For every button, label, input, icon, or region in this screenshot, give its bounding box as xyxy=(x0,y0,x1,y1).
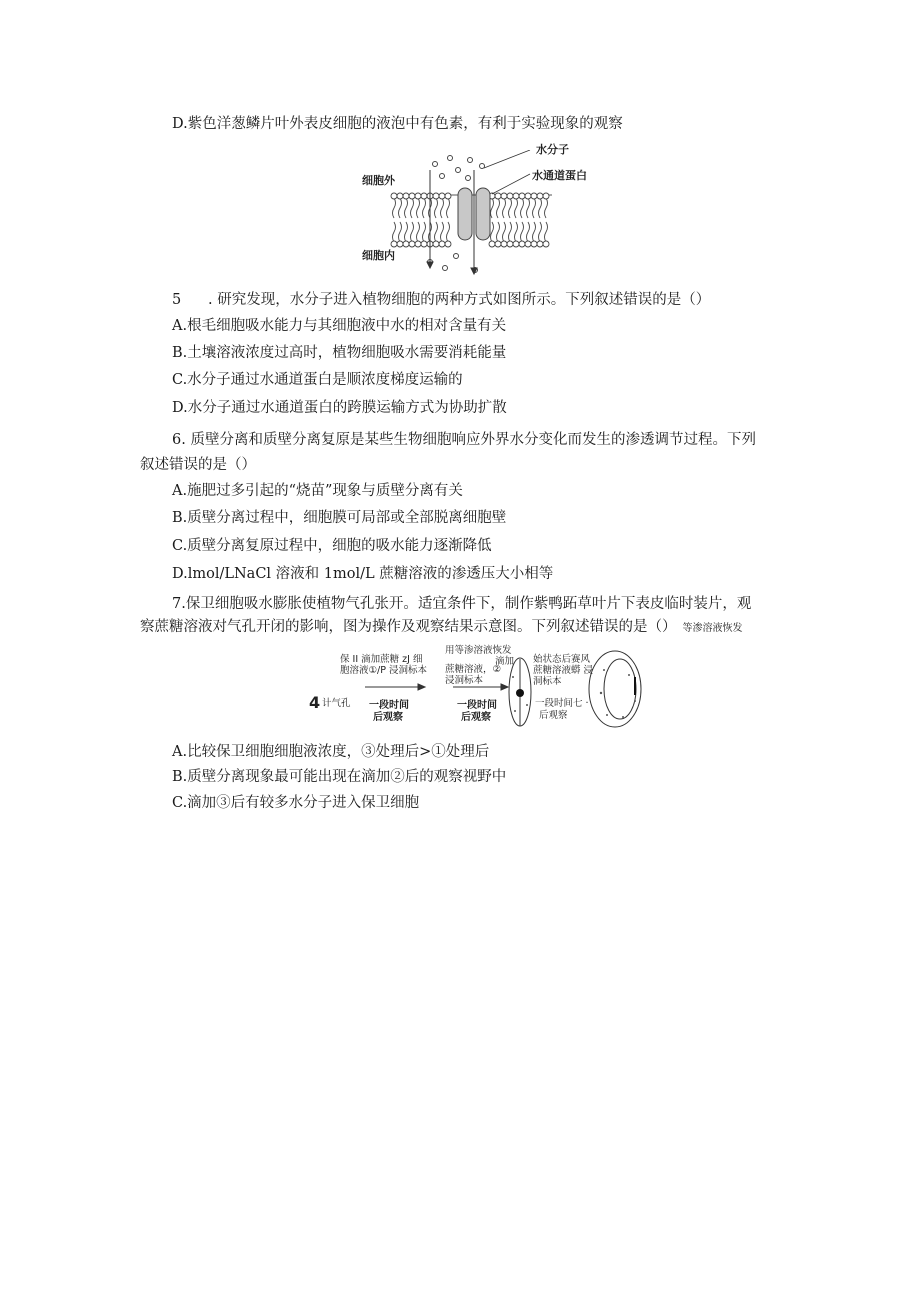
fig2-text-16: 一段时间七 · xyxy=(535,698,589,709)
q7-stem-line1: 7.保卫细胞吸水膨胀使植物气孔张开。适宜条件下，制作紫鸭跖草叶片下表皮临时装片，观 xyxy=(172,596,752,612)
fig2-text-1: 保 II 滴加蔗糖 zJ 细 xyxy=(340,654,423,665)
q7-stem-line2 xyxy=(140,617,743,639)
fig2-text-7: 始状态后赛风 xyxy=(533,654,591,665)
label-water-channel-protein: 水通道蛋白 xyxy=(532,169,587,182)
fig2-text-15: 后观察 xyxy=(461,712,491,723)
q5-option-a: A.根毛细胞吸水能力与其细胞液中水的相对含量有关 xyxy=(172,318,507,334)
q5-option-b: B.土壤溶液浓度过高时，植物细胞吸水需要消耗能量 xyxy=(172,345,507,361)
label-inside-cell: 细胞内 xyxy=(362,249,395,262)
q6-option-d: D.lmol/LNaCl 溶液和 1mol/L 蔗糖溶液的渗透压大小相等 xyxy=(172,566,554,582)
fig2-text-9: 洞标本 xyxy=(533,676,562,687)
stomata-operation-figure xyxy=(305,645,660,730)
q7-option-c: C.滴加③后有较多水分子进入保卫细胞 xyxy=(172,795,420,811)
fig2-text-13: 后观察 xyxy=(373,712,403,723)
q7-stem-tail: 等渗溶液恢发 xyxy=(682,623,743,634)
q5-option-d: D.水分子通过水通道蛋白的跨膜运输方式为协助扩散 xyxy=(172,400,507,416)
fig2-text-14: 一段时间 xyxy=(457,700,497,711)
fig2-text-11: 计气孔 xyxy=(322,698,351,709)
label-outside-cell: 细胞外 xyxy=(362,174,395,187)
q5-option-c: C.水分子通过水通道蛋白是顺浓度梯度运输的 xyxy=(172,372,463,388)
q7-option-b: B.质壁分离现象最可能出现在滴加②后的观察视野中 xyxy=(172,769,507,785)
q4-option-d: D.紫色洋葱鳞片叶外表皮细胞的液泡中有色素，有利于实验现象的观察 xyxy=(172,116,623,132)
fig2-text-6: 浸洞标本 xyxy=(445,675,484,686)
q6-option-c: C.质壁分离复原过程中，细胞的吸水能力逐渐降低 xyxy=(172,538,492,554)
fig2-text-17: 后观察 xyxy=(539,710,568,721)
q7-stem-main: 察蔗糖溶液对气孔开闭的影响，图为操作及观察结果示意图。下列叙述错误的是（） xyxy=(140,619,677,635)
fig2-text-3: 用等渗溶液恢发 xyxy=(445,645,512,656)
fig2-text-5: 蔗糖溶液，② xyxy=(445,664,502,675)
q6-option-a: A.施肥过多引起的“烧苗”现象与质壁分离有关 xyxy=(172,483,463,499)
fig2-text-8: 蔗糖溶液蟒 浸 xyxy=(533,665,594,676)
q7-option-a: A.比较保卫细胞细胞液浓度，③处理后>①处理后 xyxy=(172,744,490,760)
label-water-molecule: 水分子 xyxy=(536,143,569,156)
fig2-text-4: 滴加 xyxy=(495,656,515,667)
membrane-water-channel-figure xyxy=(360,143,610,285)
q5-number: 5 xyxy=(172,292,182,308)
fig2-text-12: 一段时间 xyxy=(369,700,409,711)
fig2-text-2: 胞溶液①/P 浸洞标本 xyxy=(340,665,427,676)
q5-stem: . 研究发现，水分子进入植物细胞的两种方式如图所示。下列叙述错误的是（） xyxy=(208,292,711,308)
fig2-text-10: 4 xyxy=(309,693,321,712)
q6-stem-line1: 6. 质壁分离和质壁分离复原是某些生物细胞响应外界水分变化而发生的渗透调节过程。下列 xyxy=(172,432,756,448)
q6-stem-line2: 叙述错误的是（） xyxy=(140,457,256,473)
q6-option-b: B.质壁分离过程中，细胞膜可局部或全部脱离细胞壁 xyxy=(172,510,507,526)
